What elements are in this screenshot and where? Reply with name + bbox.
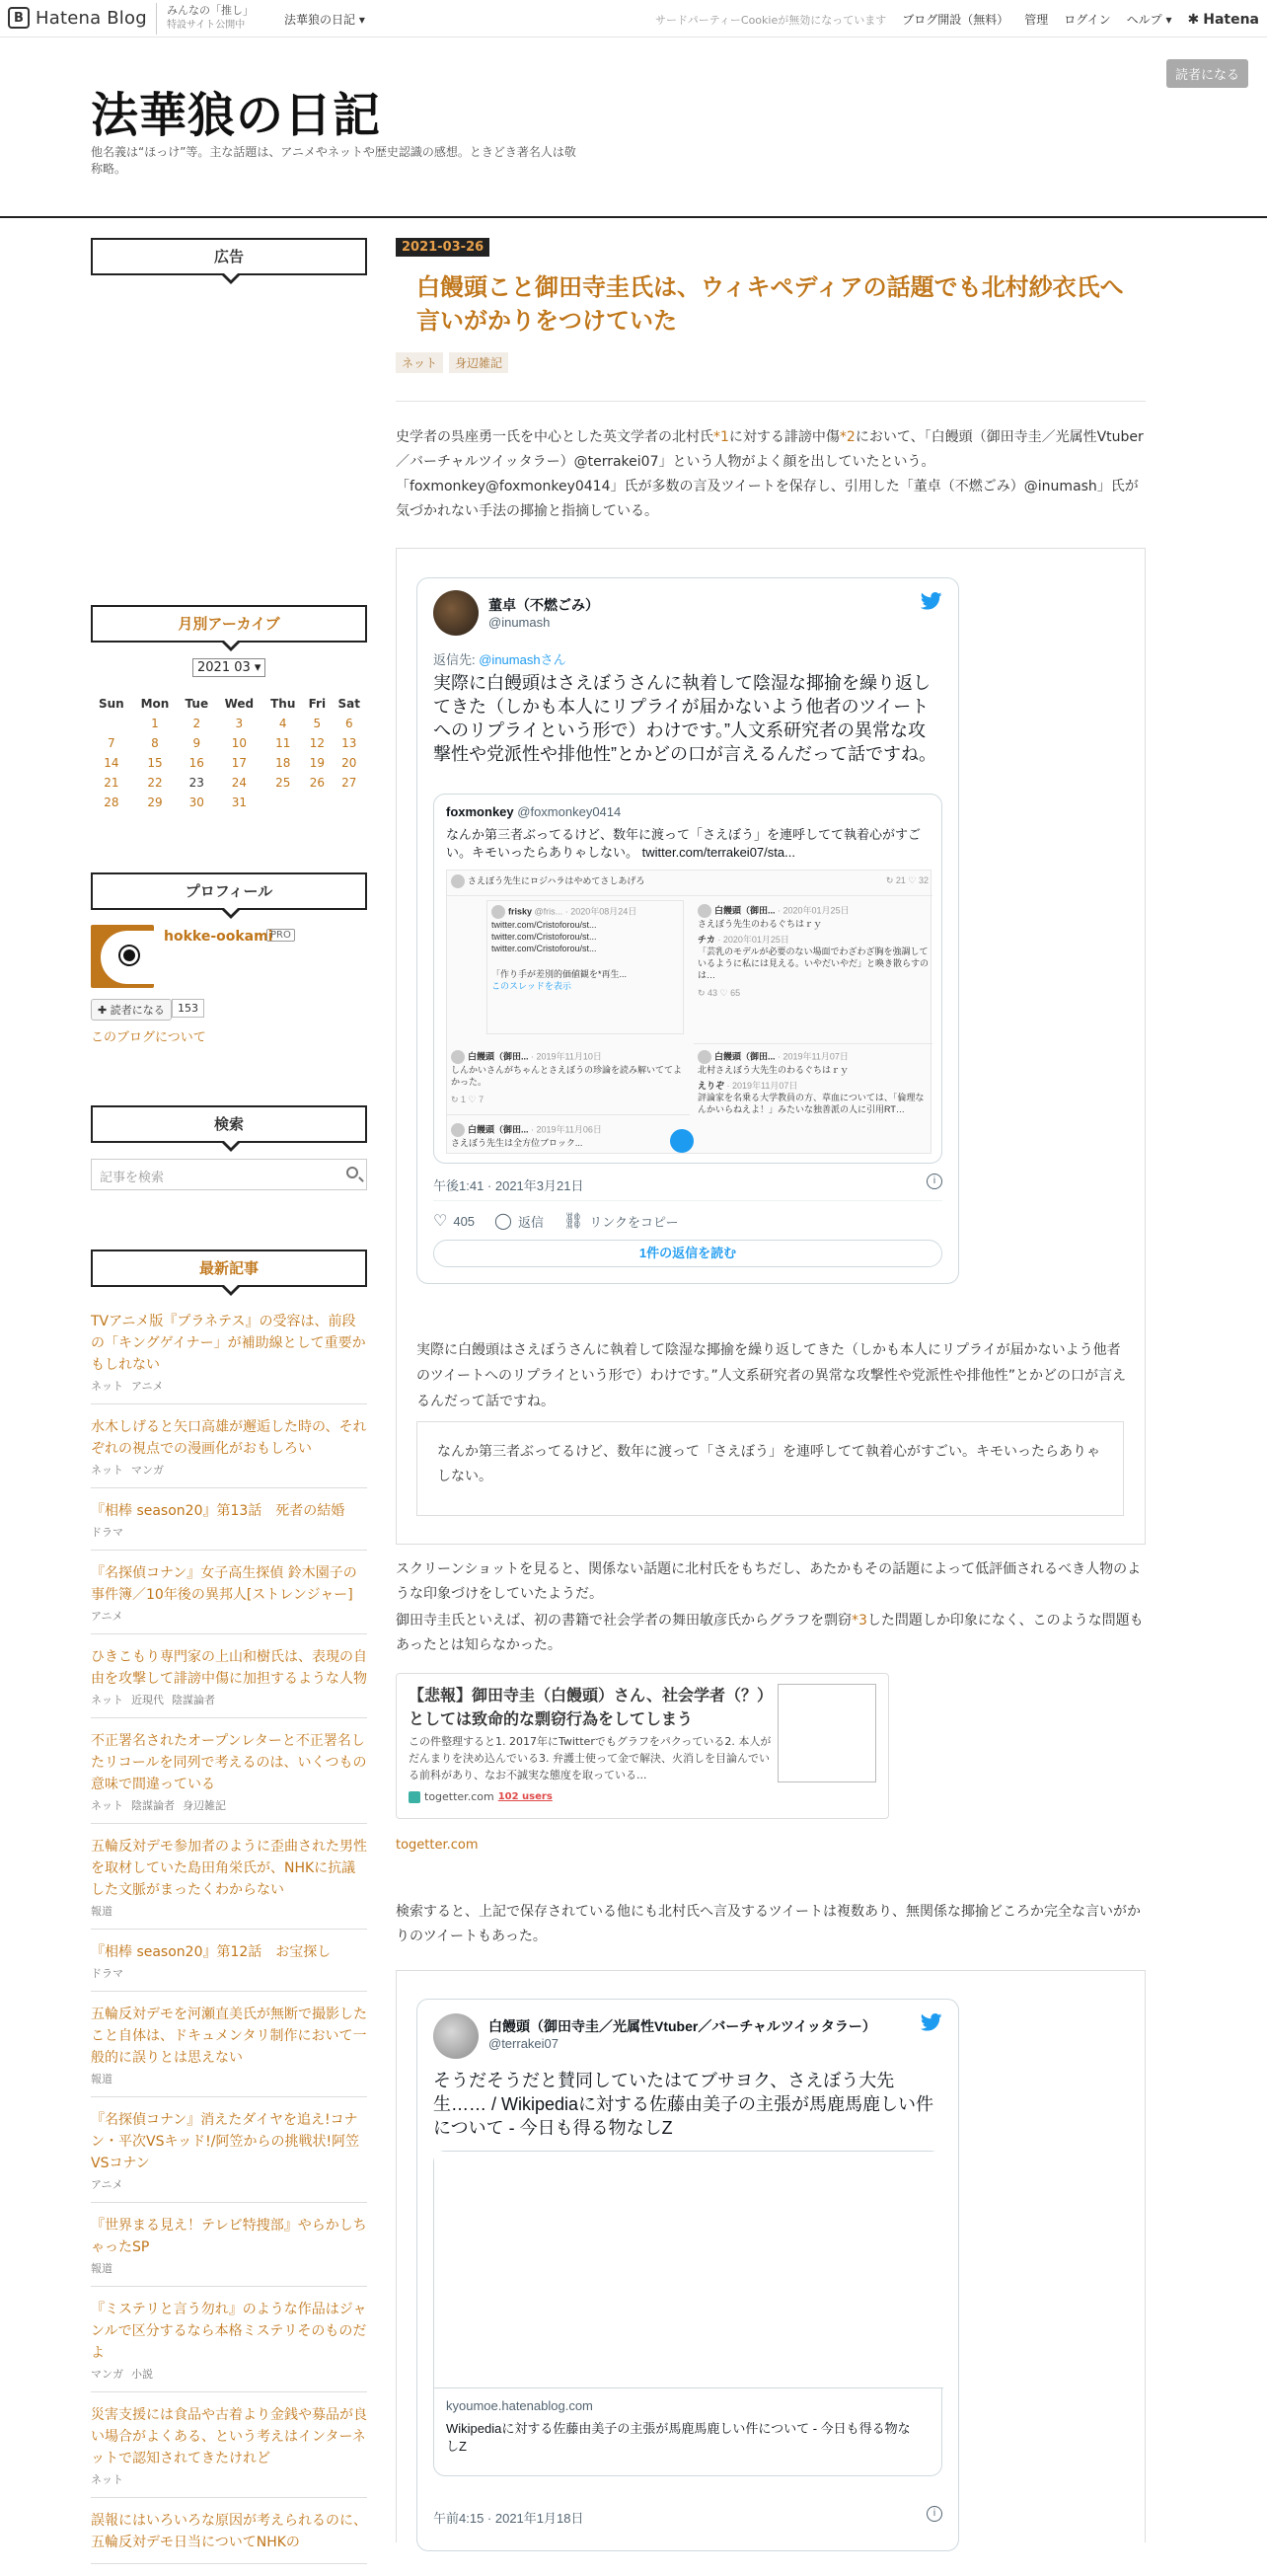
calendar-day[interactable]: 11 [275, 736, 291, 750]
recent-entry-category[interactable]: ネット [91, 1694, 123, 1706]
reply-button[interactable] [494, 1211, 544, 1231]
recent-entry-category[interactable]: 近現代 [131, 1694, 164, 1706]
link-card-domain: kyoumoe.hatenablog.com [446, 2398, 593, 2413]
search-heading [91, 1105, 367, 1143]
recent-entry-title[interactable]: ひきこもり専門家の上山和樹氏は、表現の自由を攻撃して誹謗中傷に加担するような人物 [91, 1649, 367, 1687]
tweet-avatar[interactable] [433, 2013, 479, 2059]
shot-c3-sub-who: チカ [698, 935, 715, 945]
calendar-weekday: Mon [140, 697, 170, 711]
recent-entry[interactable] [91, 1416, 367, 1488]
link-card-image [434, 2152, 943, 2388]
help-menu[interactable]: ヘルプ ▾ [1126, 13, 1172, 27]
shot-c4-date: · 2019年11月10日 [531, 1051, 602, 1062]
calendar-week [91, 793, 367, 812]
link-card[interactable] [433, 2151, 942, 2476]
shot-cell-6 [447, 1119, 690, 1155]
shot-avatar [451, 1050, 465, 1064]
shot-avatar [698, 904, 711, 918]
tweet-text: 実際に白饅頭はさえぼうさんに執着して陰湿な揶揄を繰り返してきた（しかも本人にリプライが届かないよう他者のツイートへのリプライという形で）わけです。”人文系研究者の異常な攻撃性や党派性や排他性”とかどの口が言えるんだって話ですね。 [433, 673, 936, 764]
shot-c1-stats: ↻ 21 ♡ 32 [885, 875, 929, 885]
blog-header [0, 38, 1267, 218]
shot-c2-link-3: twitter.com/Cristoforou/st... [491, 944, 597, 953]
calendar-day [303, 793, 331, 812]
recent-entry-categories [91, 1524, 367, 1540]
info-icon[interactable]: i [927, 1174, 942, 1189]
shot-c3-text: さえぼう先生のわるぐちはｒｙ [698, 919, 823, 929]
recent-entry-title[interactable]: 誤報にはいろいろな原因が考えられるのに、五輪反対デモ日当についてNHKの [91, 2513, 367, 2550]
recent-entry-title[interactable]: 五輪反対デモ参加者のように歪曲された男性を取材していた島田角栄氏が、NHKに抗議した文脈がまったくわからない [91, 1839, 367, 1898]
calendar-week [91, 753, 367, 773]
recent-entry[interactable] [91, 1730, 367, 1824]
shot-c2-link-2: twitter.com/Cristoforou/st... [491, 932, 597, 942]
shot-c4-text: しんかいさんがちゃんとさえぼうの珍論を読み解いててよかった。 [451, 1065, 683, 1087]
para1-part-b: に対する誹謗中傷 [728, 429, 840, 445]
reply-prefix: 返信先: [433, 652, 480, 667]
shot-c6-date: · 2019年11月06日 [531, 1124, 602, 1135]
embedded-tweet-1[interactable] [416, 577, 959, 1284]
calendar-day[interactable]: 22 [147, 776, 163, 790]
ads-heading [91, 238, 367, 275]
recent-entry-category[interactable]: ネット [91, 1380, 123, 1393]
calendar-day [262, 793, 303, 812]
recent-entry[interactable] [91, 2004, 367, 2097]
entry-category-tag[interactable]: ネット [396, 352, 443, 373]
global-header [0, 0, 1267, 38]
footnote-1-link[interactable]: *1 [713, 429, 729, 445]
shot-c2-thread: このスレッドを表示 [491, 981, 571, 991]
recent-entry-category[interactable]: 陰謀論者 [172, 1694, 215, 1706]
togetter-description: この件整理すると1. 2017年にTwitterでもグラフをパクっている2. 本人がだんまりを決め込んでいる3. 弁護士使って金で解決、火消しを目論んでいる前科があり、なお不誠実な態度を取っている... [409, 1735, 772, 1781]
calendar-day[interactable]: 19 [309, 756, 325, 770]
entry-category-tag[interactable]: 身辺雑記 [449, 352, 508, 373]
recent-entry-title[interactable]: TVアニメ版『プラネテス』の受容は、前段の「キングゲイナー」が補助線として重要かもしれない [91, 1314, 366, 1373]
blog-menu[interactable]: 法華狼の日記 ▾ [284, 13, 365, 27]
tweet-actions [433, 1211, 679, 1231]
calendar-day[interactable]: 21 [104, 776, 119, 790]
entry-date[interactable]: 2021-03-26 [396, 238, 489, 257]
shot-c4-who: 白饅頭（御田... [468, 1051, 529, 1062]
ads-heading-label: 広告 [213, 248, 244, 265]
recent-entry-category[interactable]: 報道 [91, 2262, 112, 2275]
calendar-day[interactable]: 8 [151, 736, 159, 750]
tweet-timestamp[interactable]: 午前4:15 · 2021年1月18日 [433, 2511, 584, 2526]
recent-entry-category[interactable]: アニメ [131, 1380, 164, 1393]
search-input[interactable] [91, 1159, 367, 1190]
quoted-tweet[interactable] [433, 794, 942, 1164]
recent-entry-title[interactable]: 『相棒 season20』第13話 死者の結婚 [91, 1503, 345, 1519]
heading-pointer [221, 1142, 241, 1152]
calendar-day[interactable]: 29 [147, 796, 163, 809]
like-count: 405 [453, 1213, 476, 1229]
calendar-day [91, 714, 132, 733]
recent-entry[interactable] [91, 1311, 367, 1404]
link-icon: ⛓ [562, 1213, 584, 1230]
recent-entry-categories [91, 1692, 367, 1707]
profile-heading [91, 872, 367, 910]
calendar-day[interactable]: 26 [309, 776, 325, 790]
recent-entry-categories [91, 1797, 367, 1813]
quoted-tweet-text: なんか第三者ぶってるけど、数年に渡って「さえぼう」を連呼してて執着心がすごい。キモいったらありゃしない。 twitter.com/terrakei07/sta... [446, 827, 922, 860]
heart-icon: ♡ [433, 1213, 448, 1230]
calendar-day[interactable]: 7 [108, 736, 115, 750]
shot-c5-date: · 2019年11月07日 [778, 1051, 849, 1062]
shot-cell-5 [694, 1046, 932, 1155]
recent-entry-category[interactable]: ネット [91, 1464, 123, 1477]
search-placeholder: 記事を検索 [100, 1171, 165, 1185]
shot-c3-date: · 2020年01月25日 [778, 905, 850, 916]
profile-avatar[interactable] [91, 925, 154, 988]
recent-entry-title[interactable]: 五輪反対デモを河瀬直美氏が無断で撮影したこと自体は、ドキュメンタリ制作において一般的に誤りとは思えない [91, 2007, 367, 2066]
shot-c2-text: 「作り手が差別的価値観を*再生... [491, 969, 628, 979]
shot-c5-sub-date: · 2019年11月07日 [726, 1081, 798, 1091]
togetter-thumbnail [778, 1684, 876, 1782]
shot-cell-2 [486, 900, 684, 1034]
sidebar-subscribe-button[interactable]: ✚ 読者になる [91, 999, 172, 1021]
calendar-day[interactable]: 15 [147, 756, 163, 770]
quoted-text-paragraph: 実際に白饅頭はさえぼうさんに執着して陰湿な揶揄を繰り返してきた（しかも本人にリプライが届かないよう他者のツイートへのリプライという形で）わけです。”人文系研究者の異常な攻撃性や党派性や排他性”とかどの口が言えるんだって話ですね。 [416, 1342, 1126, 1409]
entry-paragraph-2: スクリーンショットを見ると、関係ない話題に北村氏をもちだし、あたかもその話題によって低評価されるべき人物のような印象づけをしていたようだ。 [396, 1561, 1142, 1602]
shot-cell-3 [694, 900, 932, 1044]
quoted-tweet-handle: @foxmonkey0414 [517, 804, 622, 819]
calendar-day[interactable]: 24 [231, 776, 247, 790]
calendar-weekday: Thu [270, 697, 296, 711]
shot-cell-1-stats [690, 871, 932, 896]
scroll-down-icon[interactable] [670, 1129, 694, 1153]
recent-entry-category[interactable]: ドラマ [91, 1967, 123, 1980]
recent-entry-categories [91, 2071, 367, 2086]
calendar-day[interactable]: 16 [188, 756, 204, 770]
recent-entry[interactable] [91, 2109, 367, 2203]
heading-pointer [221, 909, 241, 919]
shot-c6-text: さえぼう先生は全方位ブロック... [451, 1138, 583, 1148]
calendar-day[interactable]: 17 [231, 756, 247, 770]
recent-entry-categories [91, 2366, 367, 2382]
recent-entry[interactable] [91, 2299, 367, 2392]
recent-entry-category[interactable]: ドラマ [91, 1526, 123, 1539]
open-blog-link[interactable]: ブログ開設（無料） [902, 13, 1009, 27]
shot-c2-link-1: twitter.com/Cristoforou/st... [491, 920, 597, 930]
calendar-day[interactable]: 25 [275, 776, 291, 790]
calendar-weekday: Sun [98, 697, 124, 711]
recent-entry-category[interactable]: 陰謀論者 [131, 1799, 175, 1812]
calendar-day[interactable]: 23 [188, 776, 204, 790]
tweet-author-name[interactable]: 董卓（不燃ごみ） [488, 597, 599, 613]
recent-entry-title[interactable]: 『ミステリと言う勿れ』のような作品はジャンルで区分するなら本格ミステリそのものだよ [91, 2302, 367, 2361]
promo-line-2: 特設サイト公開中 [167, 20, 246, 31]
read-replies-button[interactable]: 1件の返信を読む [433, 1240, 942, 1267]
para3-part-b: した問題しか印象になく、このような問題もあったとは知らなかった。 [396, 1613, 1144, 1653]
recent-entry-categories [91, 1608, 367, 1624]
shot-c5-who: 白饅頭（御田... [714, 1051, 776, 1062]
entry-paragraph-3 [396, 1609, 1146, 1658]
calendar-week [91, 773, 367, 793]
recent-entry[interactable] [91, 2510, 367, 2564]
tweet-author-name[interactable]: 白饅頭（御田寺圭／光属性Vtuber／バーチャルツイッタラー） [488, 2018, 876, 2034]
shot-c1-text: さえぼう先生にロジハラはやめてさしあげろ [468, 875, 645, 886]
recent-entry-title[interactable]: 水木しげると矢口高雄が邂逅した時の、それぞれの視点での漫画化がおもしろい [91, 1419, 367, 1457]
entry-paragraph-1 [396, 425, 1146, 524]
recent-entry-categories [91, 1903, 367, 1919]
entry-title[interactable]: 白饅頭こと御田寺圭氏は、ウィキペディアの話題でも北村紗衣氏へ言いがかりをつけていた [416, 273, 1124, 335]
tweet-avatar[interactable] [433, 590, 479, 636]
shot-c3-sub-date: · 2020年01月25日 [717, 935, 789, 945]
recent-heading [91, 1250, 367, 1287]
calendar-day[interactable]: 31 [231, 796, 247, 809]
tweet-author-handle[interactable]: @terrakei07 [488, 2036, 559, 2051]
calendar-day[interactable]: 30 [188, 796, 204, 809]
copy-link-button[interactable] [563, 1211, 679, 1231]
entry-paragraph-4: 検索すると、上記で保存されている他にも北村氏へ言及するツイートは複数あり、無関係な揶揄どころか完全な言いがかりのツイートもあった。 [396, 1904, 1142, 1944]
manage-link[interactable]: 管理 [1024, 13, 1049, 27]
subscriber-count[interactable]: 153 [172, 999, 204, 1018]
recent-entry[interactable] [91, 2215, 367, 2287]
entry-categories [396, 352, 508, 373]
recent-entry[interactable] [91, 1836, 367, 1930]
calendar-week [91, 733, 367, 753]
tweet-reply-to [433, 649, 566, 668]
link-card-title: Wikipediaに対する佐藤由美子の主張が馬鹿馬鹿しい件について - 今日も得る物なしZ [446, 2421, 911, 2454]
quoted-tweet-author: foxmonkey [446, 804, 514, 819]
heading-pointer [221, 1286, 241, 1296]
promo-line-1: みんなの「推し」 [167, 4, 254, 17]
about-blog-link[interactable]: このブログについて [91, 1030, 206, 1045]
calendar-day[interactable]: 2 [192, 717, 201, 730]
search-icon[interactable] [346, 1167, 358, 1178]
calendar-day[interactable]: 14 [104, 756, 119, 770]
togetter-favicon-icon [409, 1791, 420, 1803]
reply-icon: ◯ [494, 1213, 512, 1230]
subscribe-button[interactable]: 読者になる [1166, 59, 1248, 88]
recent-entry-title[interactable]: 『名探偵コナン』消えたダイヤを追え!コナン・平次VSキッド!/阿笠からの挑戦状!阿笠VSコナン [91, 2112, 360, 2171]
recent-entry-categories [91, 1462, 367, 1477]
tweet-author-handle[interactable]: @inumash [488, 615, 551, 630]
shot-c3-sub-text: 「芸乳のモデルが必要のない場面でわざわざ胸を強調しているように私には見える。いやだいやだ」と喚き散らすのは… [698, 947, 930, 980]
recent-entry[interactable] [91, 2404, 367, 2498]
tweet-divider [433, 1200, 942, 1201]
shot-c2-handle: @fris... [534, 906, 563, 917]
recent-entry-title[interactable]: 『名探偵コナン』女子高生探偵 鈴木園子の事件簿／10年後の異邦人[ストレンジャー] [91, 1565, 357, 1603]
shot-c3-who: 白饅頭（御田... [714, 905, 776, 916]
recent-entry-category[interactable]: 報道 [91, 1905, 112, 1918]
pro-badge: PRO [266, 929, 295, 942]
recent-entry-categories [91, 1965, 367, 1981]
recent-entry-title[interactable]: 災害支援には食品や古着より金銭や募品が良い場合がよくある、という考えはインターネットで認知されてきたけれど [91, 2407, 367, 2466]
info-icon[interactable]: i [927, 2506, 942, 2522]
tweet-timestamp[interactable]: 午後1:41 · 2021年3月21日 [433, 1178, 584, 1193]
togetter-site [409, 1790, 553, 1803]
shot-c6-who: 白饅頭（御田... [468, 1124, 529, 1135]
heading-pointer [221, 642, 241, 651]
profile-heading-label: プロフィール [185, 882, 273, 900]
bookmark-users-badge[interactable]: 102 users [497, 1791, 553, 1802]
recent-entry-title[interactable]: 不正署名されたオープンレターと不正署名したリコールを同列で考えるのは、いくつもの意味で間違っている [91, 1733, 367, 1792]
archive-heading-label: 月別アーカイブ [178, 615, 280, 633]
calendar-weekday: Fri [308, 697, 327, 711]
login-link[interactable]: ログイン [1064, 13, 1111, 27]
heading-pointer [221, 274, 241, 284]
calendar-day[interactable]: 5 [313, 717, 322, 730]
footnote-3-link[interactable]: *3 [852, 1613, 867, 1629]
recent-entry-categories [91, 1378, 367, 1394]
para1-part-a: 史学者の呉座勇一氏を中心とした英文学者の北村氏 [396, 429, 713, 445]
recent-entry-category[interactable]: マンガ [91, 2368, 123, 2381]
recent-entry-title[interactable]: 『相棒 season20』第12話 お宝探し [91, 1944, 332, 1960]
recent-entry-category[interactable]: 身辺雑記 [183, 1799, 226, 1812]
archive-heading [91, 605, 367, 643]
calendar-day[interactable]: 10 [231, 736, 247, 750]
calendar-day[interactable]: 9 [192, 736, 201, 750]
shot-c3-stats: ↻ 43 ♡ 65 [698, 988, 741, 998]
calendar-weekday: Wed [224, 697, 255, 711]
calendar-day[interactable]: 6 [344, 717, 353, 730]
reply-handle-link[interactable]: @inumashさん [479, 652, 566, 667]
shot-cell-4 [447, 1046, 690, 1115]
shot-c5-sub-text: 評論家を名乗る大学教員の方、草血については、「倫理なんかいらねえよ！」みたいな独善派の人に引用RT… [698, 1093, 925, 1114]
recent-entry-categories [91, 2471, 367, 2487]
shot-avatar [451, 1123, 465, 1137]
copy-link-label: リンクをコピー [589, 1214, 679, 1230]
recent-entry-category[interactable]: 小説 [131, 2368, 153, 2381]
para1-part-c: において、「白饅頭（御田寺圭／光属性Vtuber／バーチャルツイッタラー）@terrakei07」という人物がよく顔を出していたという。「foxmonkey@foxmonkey0414」氏が多数の言及ツイートを保存し、引用した「董卓（不燃ごみ）@inumash」氏が気づかれない手法の揶揄と指摘している。 [396, 429, 1144, 519]
promo-link[interactable] [156, 3, 254, 35]
togetter-site-name: togetter.com [424, 1790, 494, 1803]
shot-cell-1 [447, 871, 690, 896]
recent-entry[interactable] [91, 1941, 367, 1992]
calendar-day[interactable]: 18 [275, 756, 291, 770]
embedded-tweet-2[interactable] [416, 1999, 959, 2551]
calendar-weekday: Sat [337, 697, 360, 711]
recent-entry[interactable] [91, 1562, 367, 1634]
togetter-title[interactable]: 【悲報】御田寺圭（白饅頭）さん、社会学者（？）としては致命的な剽窃行為をしてしまう [409, 1686, 765, 1728]
archive-month-select[interactable]: 2021 03 ▾ [192, 658, 265, 677]
recent-entry[interactable] [91, 1646, 367, 1718]
recent-entry-category[interactable]: アニメ [91, 2178, 123, 2191]
reply-label: 返信 [517, 1214, 544, 1230]
recent-entry-title[interactable]: 『世界まる見え！テレビ特捜部』やらかしちゃったSP [91, 2218, 367, 2255]
togetter-link[interactable]: togetter.com [396, 1838, 479, 1853]
recent-entries-list [91, 1311, 367, 2576]
calendar-week [91, 714, 367, 733]
archive-calendar [91, 694, 367, 812]
hatena-blog-logo[interactable] [8, 7, 147, 29]
twitter-bird-icon[interactable] [921, 592, 942, 610]
togetter-embed-card[interactable] [396, 1673, 889, 1819]
nested-blockquote: なんか第三者ぶってるけど、数年に渡って「さえぼう」を連呼してて執着心がすごい。キモいったらありゃしない。 [416, 1421, 1124, 1516]
blog-title[interactable]: 法華狼の日記 [91, 88, 382, 143]
recent-entry-category[interactable]: アニメ [91, 1610, 123, 1623]
recent-heading-label: 最新記事 [198, 1259, 259, 1277]
recent-entry-category[interactable]: ネット [91, 1799, 123, 1812]
calendar-day[interactable]: 20 [341, 756, 357, 770]
shot-avatar [451, 874, 465, 888]
calendar-day [332, 793, 367, 812]
tweet-text: そうだそうだと賛同していたはてブサヨク、さえぼう大先生…… / Wikipediaに対する佐藤由美子の主張が馬鹿馬鹿しい件について - 今日も得る物なしZ [433, 2071, 934, 2138]
calendar-day[interactable]: 3 [235, 717, 244, 730]
twitter-bird-icon[interactable] [921, 2013, 942, 2031]
hatena-label: Hatena [1203, 11, 1259, 28]
calendar-day[interactable]: 1 [151, 717, 159, 730]
calendar-day[interactable]: 13 [341, 736, 357, 750]
calendar-day[interactable]: 12 [309, 736, 325, 750]
calendar-weekday: Tue [185, 697, 209, 711]
shot-avatar [491, 905, 505, 919]
cookie-notice: サードパーティーCookieが無効になっています [654, 13, 887, 27]
profile-name[interactable]: hokke-ookami [164, 929, 273, 945]
para3-part-a: 御田寺圭氏といえば、初の書籍で社会学者の舞田敏彦氏からグラフを剽窃 [396, 1613, 852, 1629]
calendar-day[interactable]: 27 [341, 776, 357, 790]
global-nav [655, 11, 1259, 28]
hatena-menu[interactable] [1188, 12, 1260, 28]
recent-entry-category[interactable]: マンガ [131, 1464, 164, 1477]
blog-description: 他名義は“ほっけ”等。主な話題は、アニメやネットや歴史認識の感想。ときどき著名人は敬称略。 [91, 145, 576, 176]
shot-c4-stats: ↻ 1 ♡ 7 [451, 1095, 484, 1104]
shot-c2-date: · 2020年08月24日 [564, 906, 637, 917]
shot-avatar [698, 1050, 711, 1064]
shot-c5-sub-who: えりぞ [698, 1081, 725, 1091]
like-button[interactable] [433, 1211, 475, 1231]
search-heading-label: 検索 [213, 1115, 244, 1133]
footnote-2-link[interactable]: *2 [839, 429, 856, 445]
shot-c2-who: frisky [508, 906, 533, 917]
avatar-eye [120, 947, 138, 964]
recent-entry[interactable] [91, 1500, 367, 1551]
hatena-blog-logo-icon: B [8, 7, 30, 29]
recent-entry-category[interactable]: ネット [91, 2473, 123, 2486]
title-divider [396, 401, 1146, 402]
recent-entry-categories [91, 2260, 367, 2276]
shot-c5-text: 北村さえぼう大先生のわるぐちはｒｙ [698, 1065, 850, 1075]
recent-entry-categories [91, 2176, 367, 2192]
recent-entry-category[interactable]: 報道 [91, 2073, 112, 2085]
calendar-day[interactable]: 4 [278, 717, 287, 730]
quoted-tweet-header [446, 804, 621, 819]
logo-word: Hatena Blog [36, 7, 147, 29]
hatena-star-icon: ✱ [1187, 11, 1200, 28]
calendar-day[interactable]: 28 [104, 796, 119, 809]
quoted-tweet-screenshot [446, 870, 932, 1154]
